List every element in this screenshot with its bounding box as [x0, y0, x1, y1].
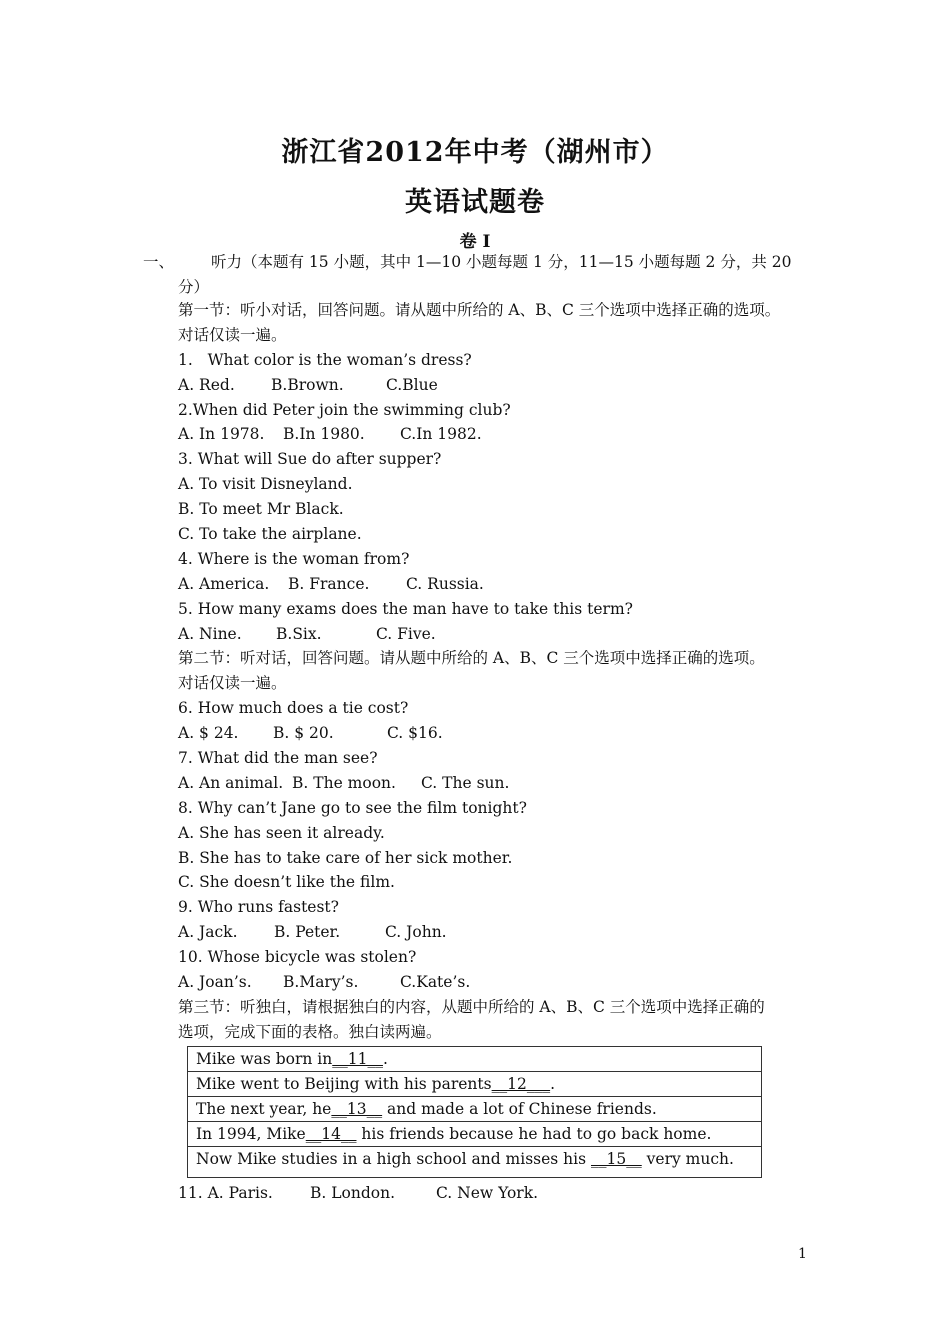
- table-row: [188, 1071, 762, 1096]
- question-6-options: [178, 721, 810, 746]
- question-3-option-c: C. To take the airplane.: [178, 525, 362, 544]
- section-heading-continued: 分）: [178, 278, 210, 296]
- question-6: 6. How much does a tie cost?: [178, 699, 409, 718]
- answer-blank: __12___: [491, 1074, 551, 1093]
- exam-subtitle: 英语试题卷: [405, 187, 545, 218]
- option-a: A. Jack.: [178, 923, 238, 942]
- option-a: A. Nine.: [178, 624, 242, 643]
- cell-text: Now Mike studies in a high school and misses his: [196, 1149, 591, 1168]
- question-7-options: [178, 771, 810, 796]
- table-row: [188, 1121, 762, 1146]
- question-9: 9. Who runs fastest?: [178, 898, 339, 917]
- option-b: B.Brown.: [271, 375, 344, 394]
- option-a: A. $ 24.: [178, 724, 239, 743]
- option-c: C. New York.: [436, 1183, 539, 1202]
- page-number: 1: [798, 1246, 807, 1262]
- question-7: 7. What did the man see?: [178, 749, 378, 768]
- question-8-option-b: B. She has to take care of her sick mother.: [178, 848, 513, 867]
- part2-instruction: 第二节：听对话，回答问题。请从题中所给的 A、B、C 三个选项中选择正确的选项。: [178, 649, 765, 668]
- cell-text: his friends because he had to go back home.: [356, 1124, 712, 1143]
- question-4-options: [178, 572, 810, 597]
- option-b: B.Mary’s.: [283, 973, 359, 992]
- part3-instruction: 第三节：听独白，请根据独白的内容，从题中所给的 A、B、C 三个选项中选择正确的: [178, 997, 765, 1016]
- cell-text: very much.: [641, 1149, 734, 1168]
- table-cell: [188, 1046, 762, 1071]
- option-a: A. Joan’s.: [178, 973, 252, 992]
- cell-text: The next year, he: [196, 1099, 332, 1118]
- question-3: 3. What will Sue do after supper?: [178, 450, 442, 469]
- option-b: B. $ 20.: [273, 724, 334, 743]
- cell-text: In 1994, Mike: [196, 1124, 306, 1143]
- option-c: C. John.: [385, 923, 447, 942]
- question-8-option-c: C. She doesn’t like the film.: [178, 873, 395, 892]
- option-c: C. $16.: [387, 724, 443, 743]
- option-c: C.Blue: [386, 375, 438, 394]
- exam-title: 浙江省2012年中考（湖州市）: [281, 137, 669, 168]
- question-4: 4. Where is the woman from?: [178, 549, 410, 568]
- question-1-options: [178, 373, 810, 398]
- part1-instruction: 第一节：听小对话，回答问题。请从题中所给的 A、B、C 三个选项中选择正确的选项。: [178, 301, 781, 319]
- table-cell: [188, 1146, 762, 1177]
- volume-heading: 卷 I: [459, 232, 491, 252]
- question-2: 2.When did Peter join the swimming club?: [178, 400, 511, 419]
- table-row: [188, 1146, 762, 1177]
- fill-in-table: [187, 1046, 762, 1178]
- cell-text: .: [382, 1049, 388, 1068]
- option-b: B. France.: [288, 574, 370, 593]
- option-c: C.Kate’s.: [400, 973, 471, 992]
- option-c: C. The sun.: [421, 773, 510, 792]
- option-b: B. The moon.: [292, 773, 396, 792]
- option-a: A. In 1978.: [178, 425, 265, 444]
- table-row: [188, 1046, 762, 1071]
- question-2-options: [178, 422, 810, 447]
- option-b: B.In 1980.: [283, 425, 365, 444]
- question-11-options: [178, 1181, 810, 1206]
- question-10: 10. Whose bicycle was stolen?: [178, 948, 417, 967]
- question-9-options: [178, 920, 810, 945]
- answer-blank: __11__: [332, 1049, 383, 1068]
- question-1: 1. What color is the woman’s dress?: [178, 350, 472, 369]
- section-marker: 一、: [143, 253, 175, 271]
- option-b: B. London.: [310, 1183, 396, 1202]
- cell-text: Mike was born in: [196, 1049, 333, 1068]
- question-5-options: [178, 622, 810, 647]
- option-b: B.Six.: [276, 624, 322, 643]
- table-cell: [188, 1096, 762, 1121]
- option-c: C. Five.: [376, 624, 436, 643]
- table-cell: [188, 1071, 762, 1096]
- question-3-option-a: A. To visit Disneyland.: [178, 475, 353, 494]
- table-row: [188, 1096, 762, 1121]
- table-cell: [188, 1121, 762, 1146]
- option-c: C.In 1982.: [400, 425, 482, 444]
- question-8: 8. Why can’t Jane go to see the film tonight?: [178, 798, 527, 817]
- option-a: A. Red.: [178, 375, 235, 394]
- option-c: C. Russia.: [406, 574, 484, 593]
- part2-instruction-continued: 对话仅读一遍。: [178, 674, 287, 693]
- question-8-option-a: A. She has seen it already.: [178, 823, 385, 842]
- part1-instruction-continued: 对话仅读一遍。: [178, 325, 287, 344]
- question-5: 5. How many exams does the man have to take this term?: [178, 599, 633, 618]
- answer-blank: __15__: [591, 1149, 642, 1168]
- cell-text: .: [550, 1074, 556, 1093]
- question-list: [178, 298, 810, 1206]
- part3-instruction-continued: 选项，完成下面的表格。独白读两遍。: [178, 1022, 442, 1041]
- question-10-options: [178, 970, 810, 995]
- cell-text: and made a lot of Chinese friends.: [382, 1099, 657, 1118]
- answer-blank: __14__: [305, 1124, 357, 1143]
- option-a: A. America.: [178, 574, 270, 593]
- question-3-option-b: B. To meet Mr Black.: [178, 500, 344, 519]
- section-heading: 听力（本题有 15 小题，其中 1—10 小题每题 1 分，11—15 小题每题 2 分，共 20: [211, 253, 792, 271]
- answer-blank: __13__: [331, 1099, 383, 1118]
- option-b: B. Peter.: [274, 923, 341, 942]
- option-a: 11. A. Paris.: [178, 1183, 273, 1202]
- option-a: A. An animal.: [178, 773, 284, 792]
- cell-text: Mike went to Beijing with his parents: [196, 1074, 492, 1093]
